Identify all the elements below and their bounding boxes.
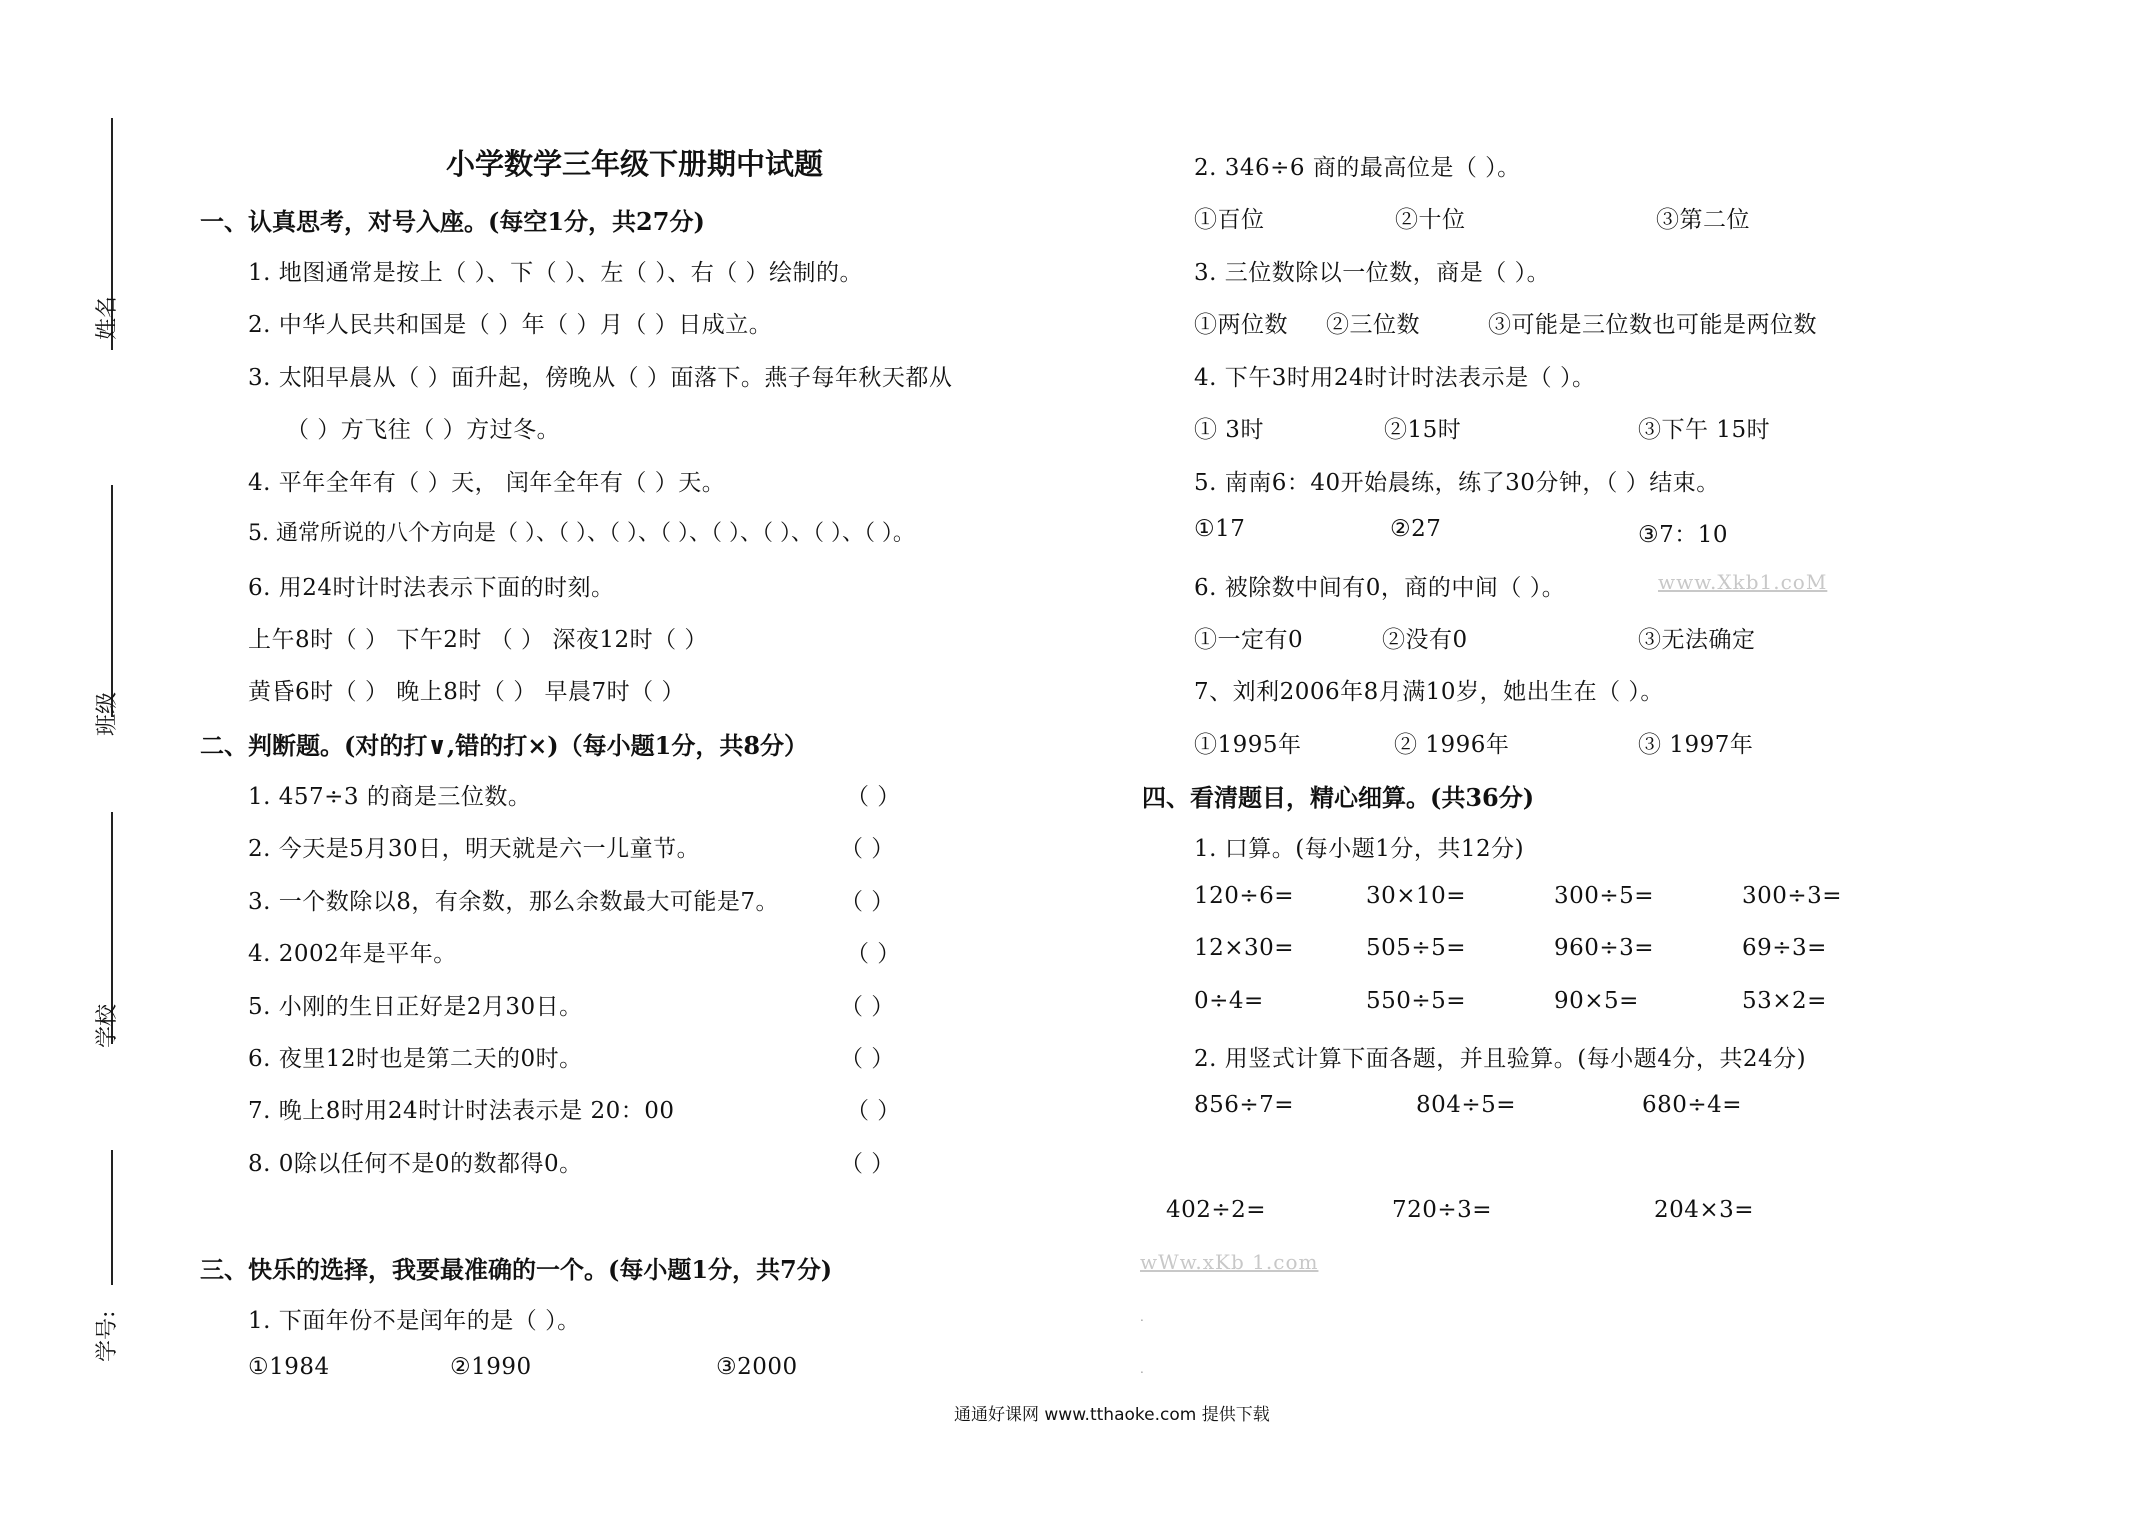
s2-paren-3: （ ）: [840, 889, 895, 915]
s3-q7-opt-2: ② 1996年: [1394, 732, 1510, 758]
s3-q3-opt-2: ②三位数: [1326, 312, 1420, 338]
s3-q4-opt-3: ③下午 15时: [1638, 417, 1771, 443]
oral-r2-c3: 960÷3=: [1554, 935, 1655, 961]
section-1-heading: 一、认真思考，对号入座。(每空1分，共27分): [200, 207, 705, 236]
s3-q5-opt-3: ③7：10: [1638, 522, 1729, 548]
margin-line-4: [111, 1150, 113, 1285]
page-title: 小学数学三年级下册期中试题: [446, 147, 824, 181]
s3-q5-opt-1: ①17: [1194, 516, 1246, 542]
s3-q3: 3. 三位数除以一位数，商是（ ）。: [1194, 260, 1551, 286]
s2-item-6: 6. 夜里12时也是第二天的0时。: [248, 1046, 583, 1072]
s3-q7-opt-1: ①1995年: [1194, 732, 1302, 758]
margin-line-2: [111, 485, 113, 717]
s2-item-8: 8. 0除以任何不是0的数都得0。: [248, 1151, 583, 1177]
s1-item-6: 6. 用24时计时法表示下面的时刻。: [248, 575, 615, 601]
oral-r1-c4: 300÷3=: [1742, 883, 1843, 909]
watermark-2: wWw.xKb 1.com: [1140, 1250, 1319, 1274]
s3-q1-opt-3: ③2000: [716, 1354, 798, 1380]
s4-sub2: 2. 用竖式计算下面各题，并且验算。(每小题4分，共24分): [1194, 1046, 1807, 1072]
s2-paren-1: （ ）: [846, 784, 901, 810]
s3-q1-opt-2: ②1990: [450, 1354, 532, 1380]
oral-r3-c2: 550÷5=: [1366, 988, 1467, 1014]
s1-item-6a: 上午8时（ ） 下午2时 （ ） 深夜12时（ ）: [248, 627, 708, 653]
s2-item-1: 1. 457÷3 的商是三位数。: [248, 784, 532, 810]
s1-item-1: 1. 地图通常是按上（ ）、下（ ）、左（ ）、右（ ）绘制的。: [248, 260, 863, 286]
section-4-heading: 四、看清题目，精心细算。(共36分): [1142, 783, 1535, 812]
s3-q6-opt-3: ③无法确定: [1638, 627, 1756, 653]
s1-item-3b: （ ）方飞往（ ）方过冬。: [286, 417, 561, 443]
oral-r3-c1: 0÷4=: [1194, 988, 1264, 1014]
s3-q5: 5. 南南6：40开始晨练，练了30分钟，（ ）结束。: [1194, 470, 1720, 496]
stray-dot-2: .: [1140, 1362, 1144, 1376]
oral-r2-c1: 12×30=: [1194, 935, 1295, 961]
s3-q3-opt-3: ③可能是三位数也可能是两位数: [1488, 312, 1817, 338]
s2-item-7: 7. 晚上8时用24时计时法表示是 20：00: [248, 1098, 675, 1124]
vert-r1-c3: 680÷4=: [1642, 1092, 1743, 1118]
section-2-heading: 二、判断题。(对的打∨,错的打×)（每小题1分，共8分）: [200, 731, 809, 760]
oral-r3-c3: 90×5=: [1554, 988, 1639, 1014]
s3-q1-opt-1: ①1984: [248, 1354, 330, 1380]
s2-item-3: 3. 一个数除以8，有余数，那么余数最大可能是7。: [248, 889, 780, 915]
s2-paren-2: （ ）: [840, 836, 895, 862]
s1-item-6b: 黄昏6时（ ） 晚上8时（ ） 早晨7时（ ）: [248, 679, 685, 705]
s4-sub1: 1. 口算。(每小题1分，共12分): [1194, 836, 1525, 862]
s2-paren-4: （ ）: [846, 941, 901, 967]
oral-r2-c4: 69÷3=: [1742, 935, 1827, 961]
vert-r2-c1: 402÷2=: [1166, 1197, 1267, 1223]
vert-r1-c1: 856÷7=: [1194, 1092, 1295, 1118]
watermark-1: www.Xkb1.coM: [1658, 570, 1828, 594]
s2-paren-5: （ ）: [840, 994, 895, 1020]
s3-q6-opt-2: ②没有0: [1382, 627, 1468, 653]
s1-item-5: 5. 通常所说的八个方向是（ ）、（ ）、（ ）、（ ）、（ ）、（ ）、（ ）、（ ）。: [248, 521, 915, 546]
oral-r2-c2: 505÷5=: [1366, 935, 1467, 961]
vert-r2-c3: 204×3=: [1654, 1197, 1755, 1223]
oral-r3-c4: 53×2=: [1742, 988, 1827, 1014]
margin-label-school: 学校: [95, 1003, 120, 1048]
s1-item-3: 3. 太阳早晨从（ ）面升起，傍晚从（ ）面落下。燕子每年秋天都从: [248, 365, 953, 391]
oral-r1-c1: 120÷6=: [1194, 883, 1295, 909]
s3-q2-opt-2: ②十位: [1395, 207, 1466, 233]
s1-item-2: 2. 中华人民共和国是（ ）年（ ）月（ ）日成立。: [248, 312, 773, 338]
margin-label-number: 学号:: [95, 1310, 120, 1362]
s3-q2-opt-1: ①百位: [1194, 207, 1265, 233]
s3-q7: 7、刘利2006年8月满10岁，她出生在（ ）。: [1194, 679, 1664, 705]
s2-item-2: 2. 今天是5月30日，明天就是六一儿童节。: [248, 836, 701, 862]
s1-item-4: 4. 平年全年有（ ）天， 闰年全年有（ ）天。: [248, 470, 726, 496]
footer-credit: 通通好课网 www.tthaoke.com 提供下载: [954, 1405, 1270, 1425]
s3-q4: 4. 下午3时用24时计时法表示是（ ）。: [1194, 365, 1596, 391]
s3-q5-opt-2: ②27: [1390, 516, 1442, 542]
vert-r2-c2: 720÷3=: [1392, 1197, 1493, 1223]
s3-q7-opt-3: ③ 1997年: [1638, 732, 1754, 758]
s3-q3-opt-1: ①两位数: [1194, 312, 1288, 338]
s2-paren-6: （ ）: [840, 1046, 895, 1072]
margin-label-name: 姓名: [95, 295, 120, 340]
section-3-heading: 三、快乐的选择，我要最准确的一个。(每小题1分，共7分): [200, 1255, 833, 1284]
s3-q2: 2. 346÷6 商的最高位是（ ）。: [1194, 155, 1521, 181]
s2-item-5: 5. 小刚的生日正好是2月30日。: [248, 994, 583, 1020]
s3-q4-opt-1: ① 3时: [1194, 417, 1264, 443]
stray-dot-1: .: [1140, 1310, 1144, 1324]
oral-r1-c2: 30×10=: [1366, 883, 1467, 909]
s3-q6: 6. 被除数中间有0，商的中间（ ）。: [1194, 575, 1566, 601]
vert-r1-c2: 804÷5=: [1416, 1092, 1517, 1118]
s3-q2-opt-3: ③第二位: [1656, 207, 1750, 233]
s2-item-4: 4. 2002年是平年。: [248, 941, 457, 967]
s3-q6-opt-1: ①一定有0: [1194, 627, 1304, 653]
s2-paren-7: （ ）: [846, 1098, 901, 1124]
s2-paren-8: （ ）: [840, 1151, 895, 1177]
s3-q1: 1. 下面年份不是闰年的是（ ）。: [248, 1308, 581, 1334]
oral-r1-c3: 300÷5=: [1554, 883, 1655, 909]
s3-q4-opt-2: ②15时: [1384, 417, 1462, 443]
margin-label-class: 班级: [95, 691, 120, 736]
